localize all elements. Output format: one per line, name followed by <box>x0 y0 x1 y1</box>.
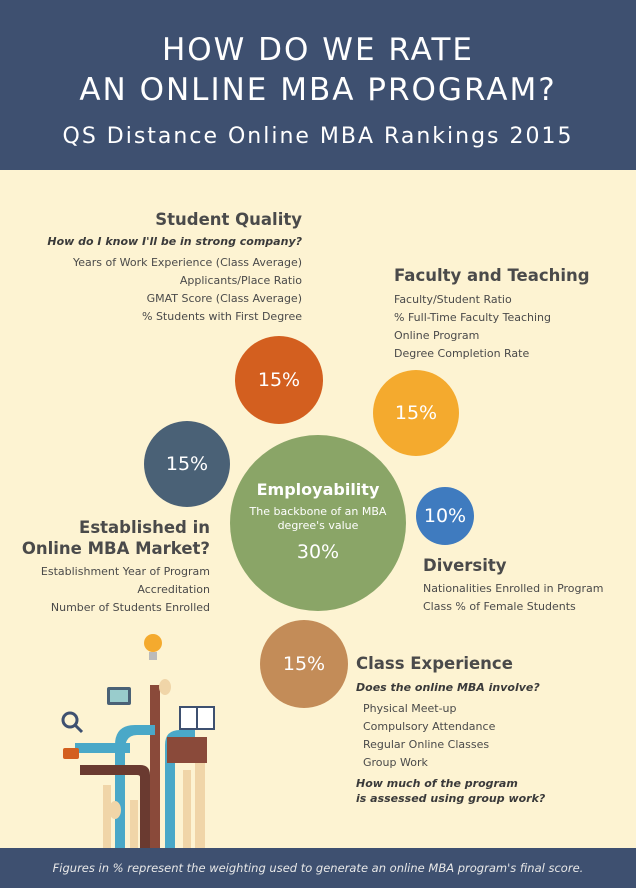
faculty-list <box>394 291 551 363</box>
list-item: Regular Online Classes <box>363 738 490 751</box>
hands-tree-illustration <box>55 625 225 848</box>
subtitle: QS Distance Online MBA Rankings 2015 <box>62 124 574 149</box>
list-item: Class % of Female Students <box>423 600 576 613</box>
faculty-circle: 15% <box>373 370 459 456</box>
established-list <box>20 563 210 617</box>
list-item: Years of Work Experience (Class Average) <box>73 256 302 269</box>
list-item: Group Work <box>363 756 428 769</box>
list-item: % Full-Time Faculty Teaching <box>394 311 551 324</box>
title-line-2: AN ONLINE MBA PROGRAM? <box>79 72 557 108</box>
employability-circle <box>230 435 406 611</box>
student-quality-list <box>30 254 302 326</box>
title-line-1: HOW DO WE RATE <box>161 32 475 68</box>
list-item: GMAT Score (Class Average) <box>146 292 302 305</box>
list-item: Accreditation <box>137 583 210 596</box>
list-item: Number of Students Enrolled <box>50 601 210 614</box>
established-title-2: Online MBA Market? <box>21 539 210 558</box>
established-circle: 15% <box>144 421 230 507</box>
list-item: Establishment Year of Program <box>40 565 210 578</box>
list-item: Applicants/Place Ratio <box>179 274 302 287</box>
list-item: Physical Meet-up <box>363 702 457 715</box>
faculty-title: Faculty and Teaching <box>394 266 590 285</box>
list-item: Online Program <box>394 329 480 342</box>
student-quality-circle: 15% <box>235 336 323 424</box>
class-experience-question-2b: is assessed using group work? <box>356 792 546 805</box>
diversity-title: Diversity <box>423 556 507 575</box>
class-experience-title: Class Experience <box>356 654 513 673</box>
employability-title: Employability <box>256 480 380 499</box>
header-banner <box>0 0 636 170</box>
list-item: % Students with First Degree <box>142 310 302 323</box>
list-item: Nationalities Enrolled in Program <box>423 582 604 595</box>
student-quality-question: How do I know I'll be in strong company? <box>47 235 302 248</box>
class-experience-question: Does the online MBA involve? <box>356 681 540 694</box>
class-experience-question-2a: How much of the program <box>356 777 518 790</box>
class-experience-circle: 15% <box>260 620 348 708</box>
list-item: Faculty/Student Ratio <box>394 293 512 306</box>
list-item: Degree Completion Rate <box>394 347 530 360</box>
diversity-circle: 10% <box>416 487 474 545</box>
established-title-1: Established in <box>79 518 210 537</box>
diversity-list <box>423 580 604 616</box>
employability-percent: 30% <box>296 541 340 563</box>
employability-subtitle: The backbone of an MBA degree's value <box>249 505 387 532</box>
list-item: Compulsory Attendance <box>363 720 496 733</box>
footer-note: Figures in % represent the weighting used to generate an online MBA program's final score. <box>0 848 636 888</box>
student-quality-title: Student Quality <box>155 210 302 229</box>
class-experience-list <box>363 700 495 772</box>
